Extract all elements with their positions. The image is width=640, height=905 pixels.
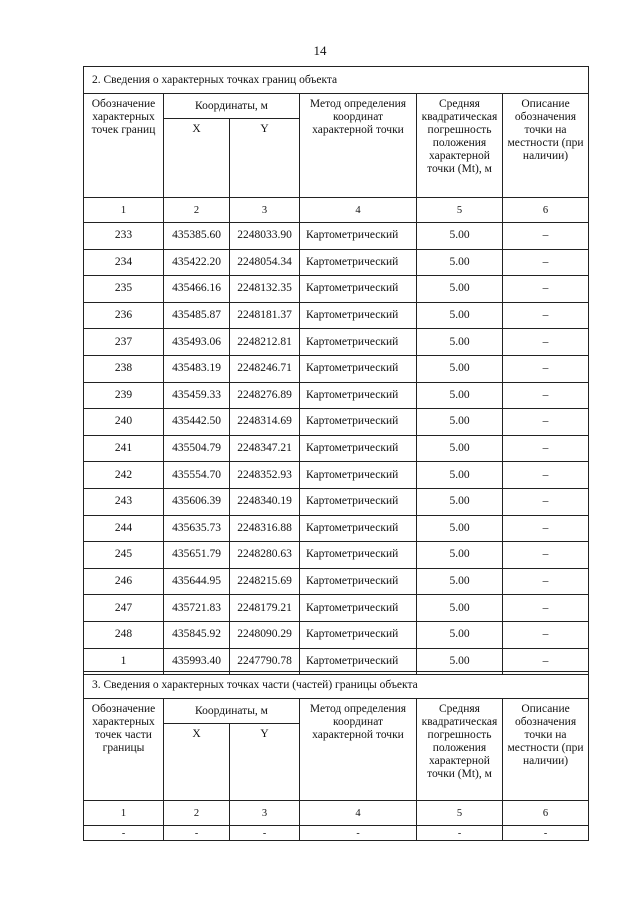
coord-y-cell: 2247790.78 [230,648,300,675]
col-number: 6 [503,198,589,223]
coord-x-cell: 435845.92 [164,621,230,648]
description-cell: – [503,568,589,595]
error-cell: 5.00 [417,382,503,409]
col-number: 1 [84,198,164,223]
column-numbers [84,801,589,826]
point-id-cell: 236 [84,302,164,329]
error-cell: 5.00 [417,462,503,489]
point-id-cell: 234 [84,249,164,276]
section2-title: 2. Сведения о характерных точках границ объекта [84,67,589,94]
col-number: 1 [84,801,164,826]
coord-x-cell: 435485.87 [164,302,230,329]
table-row [84,302,589,329]
coord-x-cell: 435504.79 [164,435,230,462]
coord-y-cell: 2248352.93 [230,462,300,489]
error-cell: 5.00 [417,409,503,436]
section2-table [83,66,589,675]
description-cell: – [503,355,589,382]
table-row [84,826,589,841]
coord-y-cell: 2248181.37 [230,302,300,329]
method-cell: Картометрический [300,595,417,622]
table-row [84,595,589,622]
col-number: 5 [417,198,503,223]
col-number: 4 [300,198,417,223]
table-row [84,462,589,489]
error-cell: 5.00 [417,595,503,622]
method-cell: Картометрический [300,302,417,329]
header-coordinates: Координаты, м [164,699,300,724]
method-cell: Картометрический [300,355,417,382]
description-cell: – [503,329,589,356]
description-cell: – [503,223,589,250]
coord-y-cell: 2248340.19 [230,488,300,515]
method-cell: Картометрический [300,515,417,542]
description-cell: – [503,542,589,569]
point-id-cell: 243 [84,488,164,515]
table-row [84,435,589,462]
table-row [84,409,589,436]
coord-y-cell: 2248212.81 [230,329,300,356]
coord-y-cell: 2248033.90 [230,223,300,250]
point-id-cell: 240 [84,409,164,436]
error-cell: 5.00 [417,223,503,250]
table-row [84,488,589,515]
point-id-cell: 235 [84,276,164,303]
dash-cell: - [503,826,589,841]
header-coordinates: Координаты, м [164,94,300,119]
coord-y-cell: 2248179.21 [230,595,300,622]
table-row [84,329,589,356]
coord-x-cell: 435651.79 [164,542,230,569]
error-cell: 5.00 [417,648,503,675]
coord-x-cell: 435483.19 [164,355,230,382]
table-row [84,568,589,595]
description-cell: – [503,302,589,329]
header-error: Средняя квадратическая погрешность положения характерной точки (Mt), м [417,699,503,801]
coord-y-cell: 2248054.34 [230,249,300,276]
coord-y-cell: 2248132.35 [230,276,300,303]
coord-x-cell: 435422.20 [164,249,230,276]
table-row [84,276,589,303]
error-cell: 5.00 [417,488,503,515]
coord-x-cell: 435554.70 [164,462,230,489]
column-numbers [84,198,589,223]
col-number: 4 [300,801,417,826]
header-description: Описание обозначения точки на местности (при наличии) [503,94,589,198]
coord-x-cell: 435442.50 [164,409,230,436]
coord-y-cell: 2248316.88 [230,515,300,542]
method-cell: Картометрический [300,621,417,648]
point-id-cell: 238 [84,355,164,382]
error-cell: 5.00 [417,435,503,462]
description-cell: – [503,276,589,303]
point-id-cell: 242 [84,462,164,489]
section3-title: 3. Сведения о характерных точках части (частей) границы объекта [84,672,589,699]
coord-x-cell: 435493.06 [164,329,230,356]
point-id-cell: 246 [84,568,164,595]
table-row [84,223,589,250]
header-y: Y [230,119,300,198]
point-id-cell: 245 [84,542,164,569]
dash-cell: - [164,826,230,841]
error-cell: 5.00 [417,568,503,595]
header-designation: Обозначение характерных точек части границы [84,699,164,801]
coord-y-cell: 2248246.71 [230,355,300,382]
header-description: Описание обозначения точки на местности (при наличии) [503,699,589,801]
description-cell: – [503,515,589,542]
point-id-cell: 239 [84,382,164,409]
method-cell: Картометрический [300,409,417,436]
coord-x-cell: 435644.95 [164,568,230,595]
coord-y-cell: 2248314.69 [230,409,300,436]
coord-y-cell: 2248090.29 [230,621,300,648]
method-cell: Картометрический [300,249,417,276]
point-id-cell: 241 [84,435,164,462]
method-cell: Картометрический [300,648,417,675]
coord-y-cell: 2248215.69 [230,568,300,595]
coord-y-cell: 2248347.21 [230,435,300,462]
dash-cell: - [84,826,164,841]
col-number: 2 [164,198,230,223]
method-cell: Картометрический [300,382,417,409]
coord-x-cell: 435993.40 [164,648,230,675]
table-row [84,382,589,409]
method-cell: Картометрический [300,435,417,462]
coord-x-cell: 435466.16 [164,276,230,303]
table-row [84,249,589,276]
col-number: 3 [230,801,300,826]
header-x: X [164,119,230,198]
coord-x-cell: 435459.33 [164,382,230,409]
point-id-cell: 244 [84,515,164,542]
method-cell: Картометрический [300,329,417,356]
col-number: 3 [230,198,300,223]
coord-y-cell: 2248280.63 [230,542,300,569]
description-cell: – [503,409,589,436]
col-number: 2 [164,801,230,826]
header-error: Средняя квадратическая погрешность положения характерной точки (Mt), м [417,94,503,198]
error-cell: 5.00 [417,249,503,276]
coord-y-cell: 2248276.89 [230,382,300,409]
coord-x-cell: 435635.73 [164,515,230,542]
coord-x-cell: 435385.60 [164,223,230,250]
error-cell: 5.00 [417,621,503,648]
description-cell: – [503,382,589,409]
dash-cell: - [230,826,300,841]
error-cell: 5.00 [417,302,503,329]
dash-cell: - [417,826,503,841]
description-cell: – [503,435,589,462]
description-cell: – [503,462,589,489]
error-cell: 5.00 [417,515,503,542]
method-cell: Картометрический [300,542,417,569]
header-designation: Обозначение характерных точек границ [84,94,164,198]
header-y: Y [230,724,300,801]
method-cell: Картометрический [300,462,417,489]
coord-x-cell: 435721.83 [164,595,230,622]
method-cell: Картометрический [300,276,417,303]
header-x: X [164,724,230,801]
point-id-cell: 1 [84,648,164,675]
description-cell: – [503,488,589,515]
table-row [84,515,589,542]
method-cell: Картометрический [300,568,417,595]
description-cell: – [503,648,589,675]
method-cell: Картометрический [300,223,417,250]
header-method: Метод определения координат характерной точки [300,94,417,198]
header-method: Метод определения координат характерной точки [300,699,417,801]
page-number: 14 [313,43,327,58]
error-cell: 5.00 [417,542,503,569]
table-row [84,355,589,382]
dash-cell: - [300,826,417,841]
point-id-cell: 248 [84,621,164,648]
point-id-cell: 237 [84,329,164,356]
point-id-cell: 233 [84,223,164,250]
col-number: 6 [503,801,589,826]
error-cell: 5.00 [417,276,503,303]
method-cell: Картометрический [300,488,417,515]
table-row [84,542,589,569]
coord-x-cell: 435606.39 [164,488,230,515]
section3-table [83,671,589,841]
description-cell: – [503,595,589,622]
error-cell: 5.00 [417,329,503,356]
col-number: 5 [417,801,503,826]
error-cell: 5.00 [417,355,503,382]
description-cell: – [503,249,589,276]
table-row [84,621,589,648]
description-cell: – [503,621,589,648]
point-id-cell: 247 [84,595,164,622]
